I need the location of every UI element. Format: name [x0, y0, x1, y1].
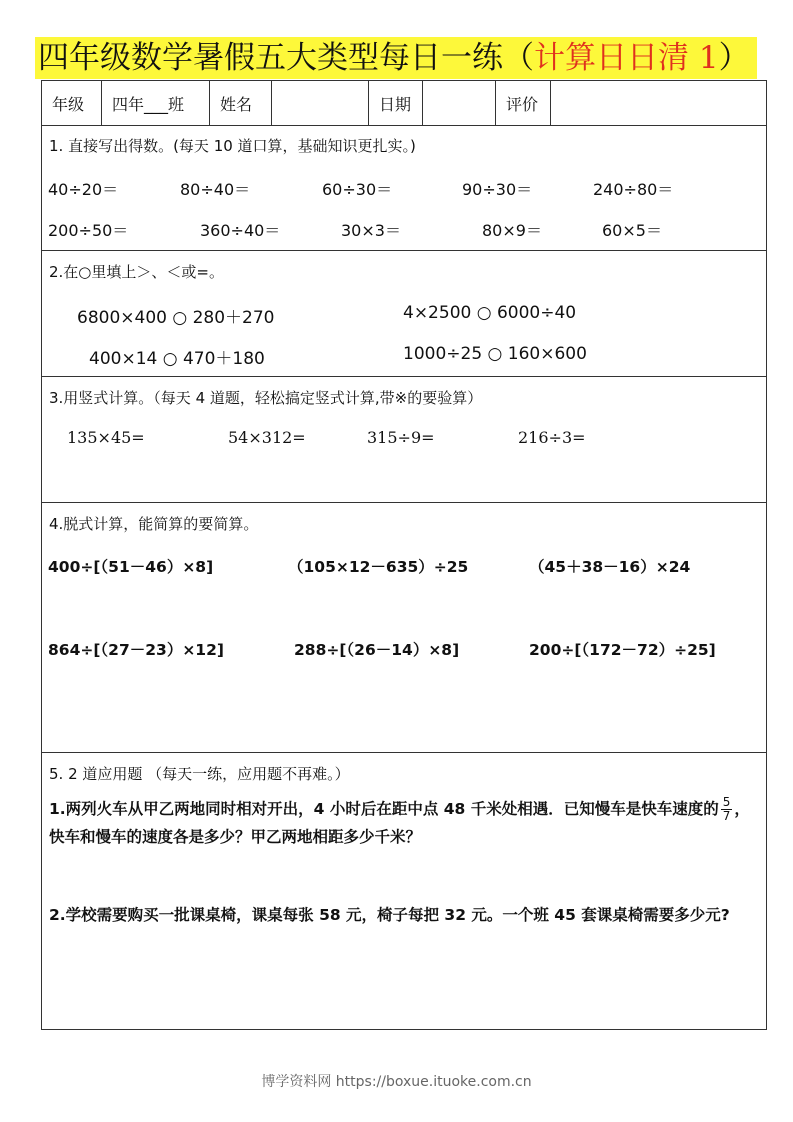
stepwise-item: 288÷[（26－14）×8] — [294, 641, 460, 659]
grade-label: 年级 — [42, 81, 102, 125]
section-stepwise-calc — [42, 503, 766, 753]
stepwise-item: （105×12－635）÷25 — [288, 558, 469, 576]
oral-item: 30×3＝ — [341, 221, 401, 240]
oral-item: 240÷80＝ — [593, 180, 674, 199]
oral-item: 80×9＝ — [482, 221, 542, 240]
oral-item: 60×5＝ — [602, 221, 662, 240]
title-close: ） — [718, 40, 750, 76]
oral-item: 200÷50＝ — [48, 221, 129, 240]
word-problem-2: 2.学校需要购买一批课桌椅，课桌每张 58 元，椅子每把 32 元。一个班 45 套课桌椅需要多少元? — [49, 906, 730, 924]
oral-item: 40÷20＝ — [48, 180, 119, 199]
oral-item: 80÷40＝ — [180, 180, 251, 199]
footer-watermark: 博学资料网 https://boxue.ituoke.com.cn — [261, 1074, 532, 1090]
section1-title: 1. 直接写出得数。(每天 10 道口算，基础知识更扎实。) — [49, 137, 416, 155]
compare-item: 6800×400 ○ 280＋270 — [77, 308, 275, 328]
compare-item: 1000÷25 ○ 160×600 — [403, 344, 587, 364]
oral-item: 60÷30＝ — [322, 180, 393, 199]
stepwise-item: 400÷[（51－46）×8] — [48, 558, 214, 576]
vertical-item: 315÷9= — [367, 428, 435, 447]
worksheet — [41, 80, 767, 1030]
class-field[interactable]: 四年___班 — [102, 81, 210, 125]
compare-item: 400×14 ○ 470＋180 — [89, 349, 265, 369]
section4-title: 4.脱式计算，能简算的要简算。 — [49, 515, 259, 533]
oral-item: 360÷40＝ — [200, 221, 281, 240]
stepwise-item: 864÷[（27－23）×12] — [48, 641, 224, 659]
name-label: 姓名 — [210, 81, 272, 125]
compare-item: 4×2500 ○ 6000÷40 — [403, 303, 577, 323]
section3-title: 3.用竖式计算。（每天 4 道题，轻松搞定竖式计算,带※的要验算） — [49, 389, 483, 407]
section-compare — [42, 251, 766, 377]
section5-title: 5. 2 道应用题 （每天一练，应用题不再难。） — [49, 765, 350, 783]
vertical-item: 54×312= — [228, 428, 306, 447]
section-word-problems — [42, 753, 766, 1029]
title-highlight: 计算日日清 1 — [534, 40, 719, 76]
date-field[interactable] — [423, 81, 496, 125]
section-vertical-calc — [42, 377, 766, 503]
section2-title: 2.在○里填上＞、＜或=。 — [49, 263, 224, 281]
date-label: 日期 — [369, 81, 423, 125]
eval-field[interactable] — [551, 81, 766, 125]
vertical-item: 216÷3= — [518, 428, 586, 447]
header-row — [42, 81, 766, 126]
vertical-item: 135×45= — [67, 428, 145, 447]
page-title — [38, 36, 750, 80]
stepwise-item: （45＋38－16）×24 — [529, 558, 691, 576]
word-problem-1: 1.两列火车从甲乙两地同时相对开出，4 小时后在距中点 48 千米处相遇．已知慢车是快车速度的 $\frac{5}{7}$ ，快车和慢车的速度各是多少？甲乙两地相距多少千米？ — [49, 795, 750, 846]
fraction: $\frac{5}{7}$ — [722, 795, 731, 823]
title-main: 四年级数学暑假五大类型每日一练（ — [38, 40, 534, 76]
section-oral-calc — [42, 125, 766, 251]
stepwise-item: 200÷[（172－72）÷25] — [529, 641, 716, 659]
name-field[interactable] — [272, 81, 369, 125]
eval-label: 评价 — [496, 81, 551, 125]
oral-item: 90÷30＝ — [462, 180, 533, 199]
